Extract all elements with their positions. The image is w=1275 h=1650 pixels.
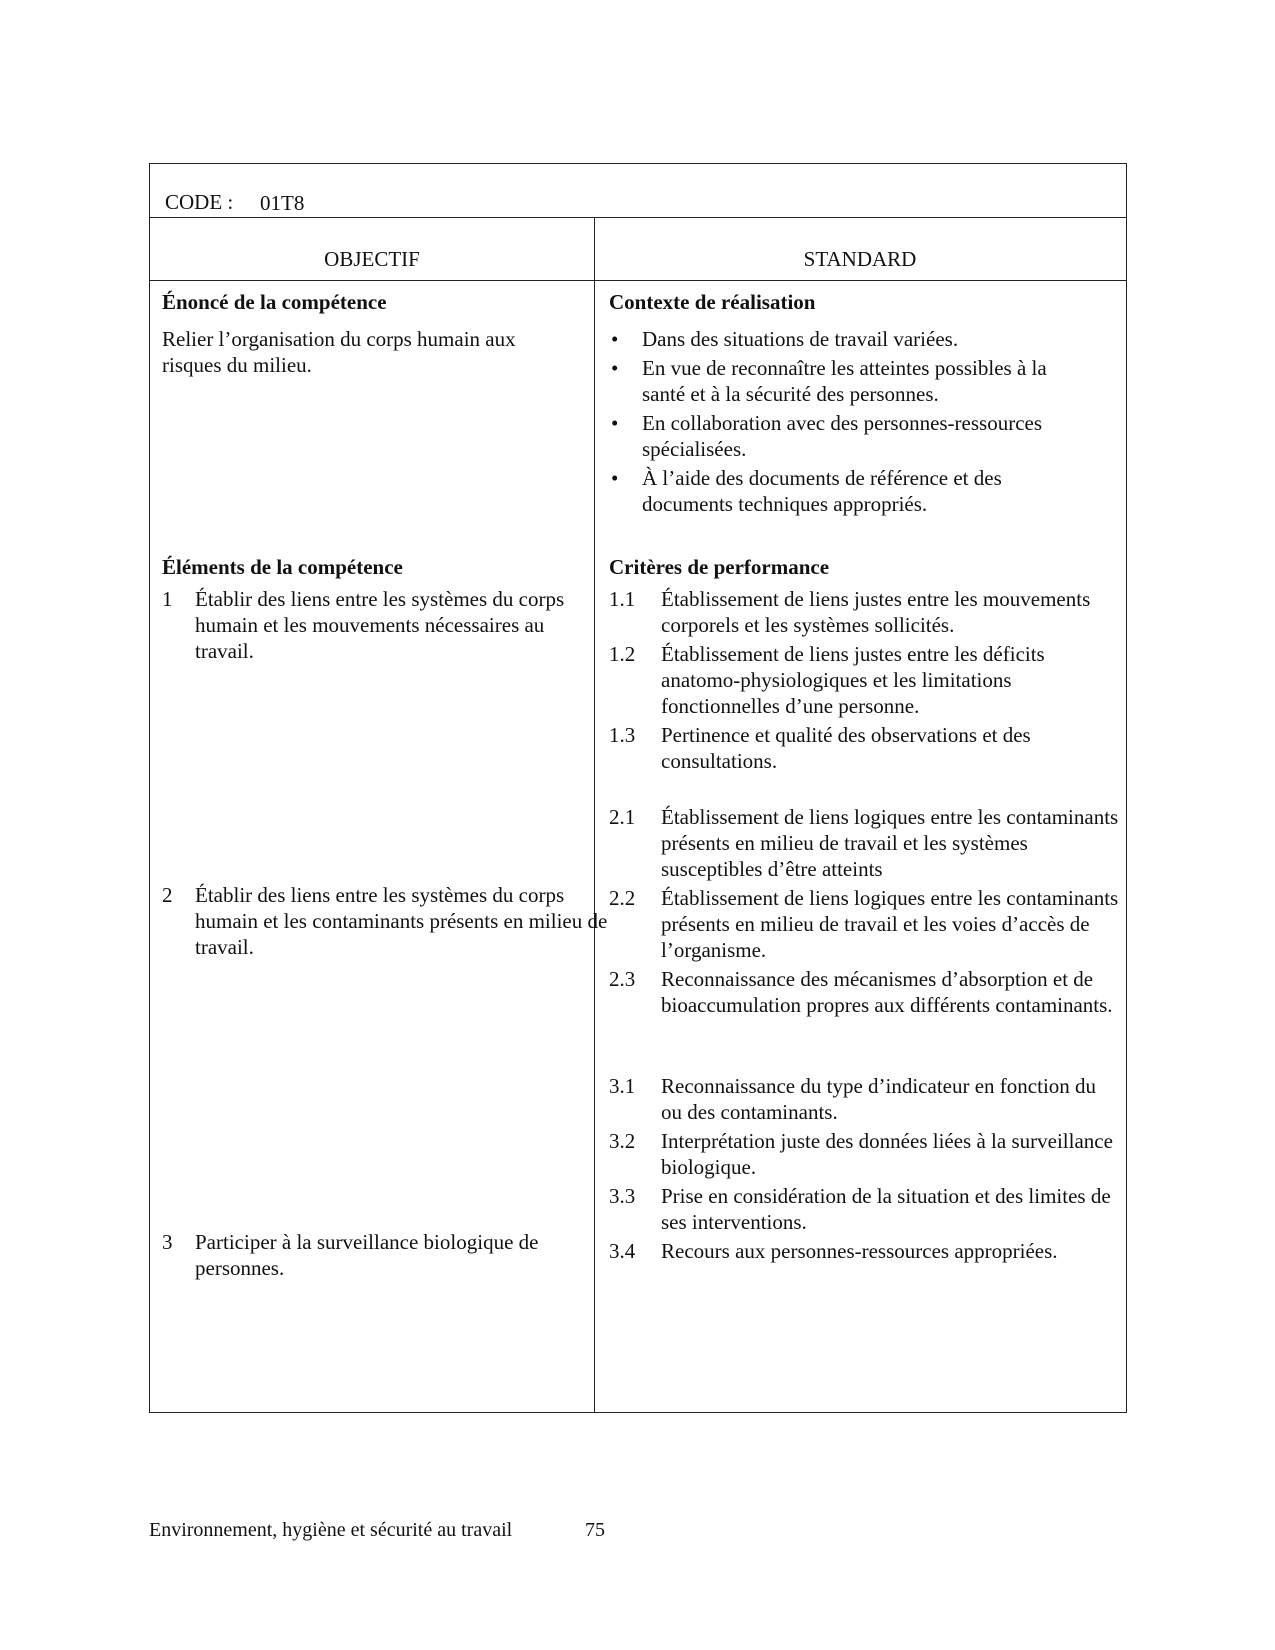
critere-item: 3.1 Reconnaissance du type d’indicateur en fonction du ou des contaminants. <box>609 1074 1097 1124</box>
critere-item: 3.3 Prise en considération de la situation et des limites de ses interventions. <box>609 1184 1111 1234</box>
elements-title: Éléments de la compétence <box>162 555 403 579</box>
footer-title: Environnement, hygiène et sécurité au travail <box>149 1519 513 1541</box>
critere-item: 2.3 Reconnaissance des mécanismes d’absorption et de bioaccumulation propres aux différents contaminants. <box>609 967 1113 1017</box>
criteres-group-3 <box>609 1073 1119 1267</box>
critere-item: 3.2 Interprétation juste des données liées à la surveillance biologique. <box>609 1129 1113 1179</box>
element-item <box>162 1229 610 1281</box>
code-row <box>150 164 1126 218</box>
critere-item: 1.1 Établissement de liens justes entre les mouvements corporels et les systèmes sollicités. <box>609 587 1091 637</box>
element-text: Établir des liens entre les systèmes du corps humain et les contaminants présents en milieu de travail. <box>195 883 608 959</box>
element-text: Établir des liens entre les systèmes du corps humain et les mouvements nécessaires au travail. <box>195 587 565 663</box>
critere-item: 2.2 Établissement de liens logiques entre les contaminants présents en milieu de travail et les voies d’accès de l’organisme. <box>609 886 1119 962</box>
critere-item: 2.1 Établissement de liens logiques entre les contaminants présents en milieu de travail et les systèmes susceptibles d’être atteints <box>609 805 1119 881</box>
element-number: 2 <box>162 883 173 907</box>
contexte-title: Contexte de réalisation <box>609 290 816 314</box>
contexte-item: • À l’aide des documents de référence et des documents techniques appropriés. <box>611 466 1002 516</box>
competency-table <box>149 163 1127 1413</box>
criteres-group-1 <box>609 586 1119 777</box>
standard-header: STANDARD <box>803 247 917 271</box>
contexte-item: • En vue de reconnaître les atteintes possibles à la santé et à la sécurité des personnes. <box>611 356 1047 406</box>
contexte-item: • En collaboration avec des personnes-ressources spécialisées. <box>611 411 1043 461</box>
critere-item: 3.4 Recours aux personnes-ressources appropriées. <box>609 1239 1058 1263</box>
enonce-title: Énoncé de la compétence <box>162 290 387 314</box>
page-number: 75 <box>585 1519 605 1541</box>
header-row <box>150 218 1126 281</box>
element-number: 3 <box>162 1230 173 1254</box>
bullet-icon: • <box>611 466 619 490</box>
bullet-icon: • <box>611 327 619 351</box>
critere-item: 1.2 Établissement de liens justes entre les déficits anatomo-physiologiques et les limitations fonctionnelles d’une personne. <box>609 642 1045 718</box>
element-item <box>162 882 610 960</box>
contexte-item: • Dans des situations de travail variées. <box>611 327 959 351</box>
criteres-group-2 <box>609 804 1119 1021</box>
element-item <box>162 586 590 664</box>
contexte-list <box>609 326 1079 520</box>
code-value: 01T8 <box>260 191 305 215</box>
bullet-icon: • <box>611 356 619 380</box>
element-number: 1 <box>162 587 173 611</box>
code-label: CODE : <box>165 190 234 214</box>
criteres-title: Critères de performance <box>609 555 830 579</box>
enonce-text: Relier l’organisation du corps humain aux risques du milieu. <box>162 327 516 377</box>
bullet-icon: • <box>611 411 619 435</box>
objectif-header: OBJECTIF <box>324 247 420 271</box>
critere-item: 1.3 Pertinence et qualité des observations et des consultations. <box>609 723 1031 773</box>
element-text: Participer à la surveillance biologique de personnes. <box>195 1230 539 1280</box>
